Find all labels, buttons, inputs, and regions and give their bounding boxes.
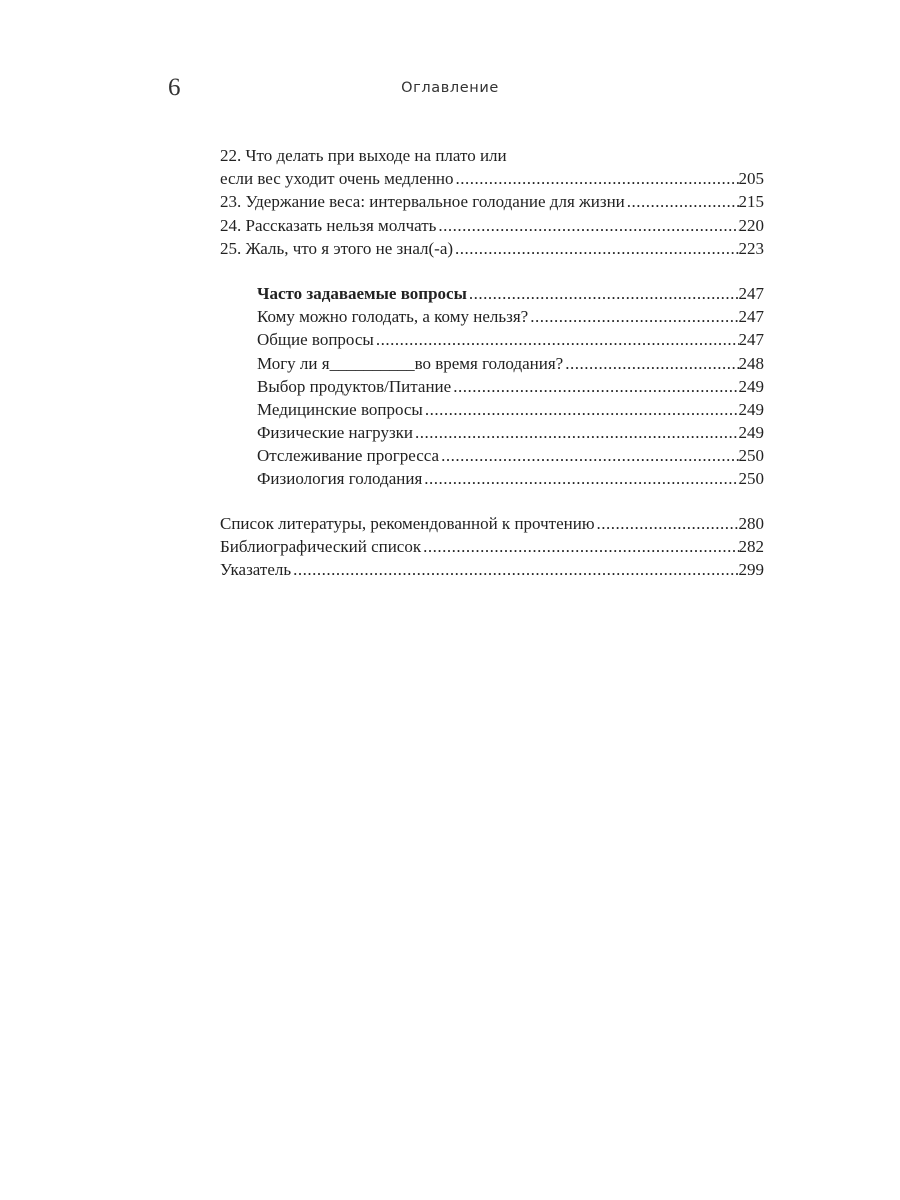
page-number: 6 (168, 74, 181, 101)
toc-subentry[interactable] (220, 467, 764, 490)
toc-entry-title: Список литературы, рекомендованной к прочтению (220, 513, 595, 533)
dot-leader (454, 167, 739, 190)
toc-subentry[interactable] (220, 328, 764, 351)
toc-entry-bibliography[interactable] (220, 535, 764, 558)
toc-entry-page: 249 (738, 376, 764, 396)
dot-leader (439, 444, 738, 467)
toc-entry-page: 280 (738, 513, 764, 533)
dot-leader (467, 282, 739, 305)
dot-leader (528, 305, 738, 328)
toc-entry-25[interactable] (220, 237, 764, 260)
toc-entry-title: Физические нагрузки (257, 423, 414, 443)
toc-entry-title: Указатель (220, 560, 292, 579)
dot-leader (374, 328, 739, 351)
dot-leader (413, 421, 738, 444)
dot-leader (453, 237, 738, 260)
toc-subentry[interactable] (220, 444, 764, 467)
toc-entry-title: Кому можно голодать, а кому нельзя? (257, 307, 529, 327)
toc-entry-title: Физиология голодания (257, 469, 423, 489)
dot-leader (421, 535, 738, 558)
toc-entry-title: Выбор продуктов/Питание (257, 376, 452, 396)
toc-entry-page: 249 (738, 423, 764, 443)
dot-leader (451, 375, 738, 398)
toc-entry-page: 215 (738, 192, 764, 212)
toc-entry-page: 299 (738, 560, 764, 579)
toc-entry-page: 223 (738, 238, 764, 258)
dot-leader (291, 558, 738, 581)
toc-entry-page: 250 (738, 469, 764, 489)
toc-entry-reading-list[interactable] (220, 512, 764, 535)
toc-entry-page: 250 (738, 446, 764, 466)
toc-entry-page: 220 (738, 215, 764, 235)
toc-entry-title: если вес уходит очень медленно (220, 169, 454, 189)
toc-entry-page: 247 (738, 307, 764, 327)
dot-leader (563, 352, 738, 375)
dot-leader (595, 512, 739, 535)
running-head: Оглавление (401, 80, 499, 96)
toc-entry-title: 25. Жаль, что я этого не знал(-а) (220, 238, 454, 258)
toc-entry-page: 247 (738, 330, 764, 350)
toc-entry-page: 247 (738, 283, 764, 303)
dot-leader (422, 467, 738, 490)
toc-subentry[interactable] (220, 421, 764, 444)
toc-entry-title: Общие вопросы (257, 330, 374, 350)
dot-leader (436, 214, 738, 237)
toc-entry-page: 205 (738, 169, 764, 189)
dot-leader (625, 190, 739, 213)
toc-entry-title: Медицинские вопросы (257, 399, 423, 419)
toc-subentry[interactable] (220, 375, 764, 398)
toc-entry-title: Могу ли я__________во время голодания? (257, 353, 564, 373)
toc-entry-page: 282 (738, 536, 764, 556)
toc-entry-title: 23. Удержание веса: интервальное голодание для жизни (220, 192, 625, 212)
toc-entry-page: 249 (738, 399, 764, 419)
toc-subentry[interactable] (220, 398, 764, 421)
toc-entry-title: Библиографический список (220, 536, 422, 556)
toc-subentry[interactable] (220, 305, 764, 328)
toc-entry-22[interactable] (220, 167, 764, 190)
toc-entry-index[interactable] (220, 558, 764, 581)
toc-entry-24[interactable] (220, 214, 764, 237)
toc-entry-title: Часто задаваемые вопросы (257, 283, 467, 303)
toc-entry-title: Отслеживание прогресса (257, 446, 440, 466)
dot-leader (423, 398, 739, 421)
toc-entry-23[interactable] (220, 190, 764, 213)
toc-entry-title: 24. Рассказать нельзя молчать (220, 215, 437, 235)
toc-entry-22-line1 (220, 144, 764, 167)
toc-entry-faq[interactable] (220, 282, 764, 305)
toc-entry-page: 248 (738, 353, 764, 373)
toc-entry-title: 22. Что делать при выходе на плато или (220, 146, 507, 165)
table-of-contents (220, 144, 764, 581)
toc-subentry[interactable] (220, 352, 764, 375)
